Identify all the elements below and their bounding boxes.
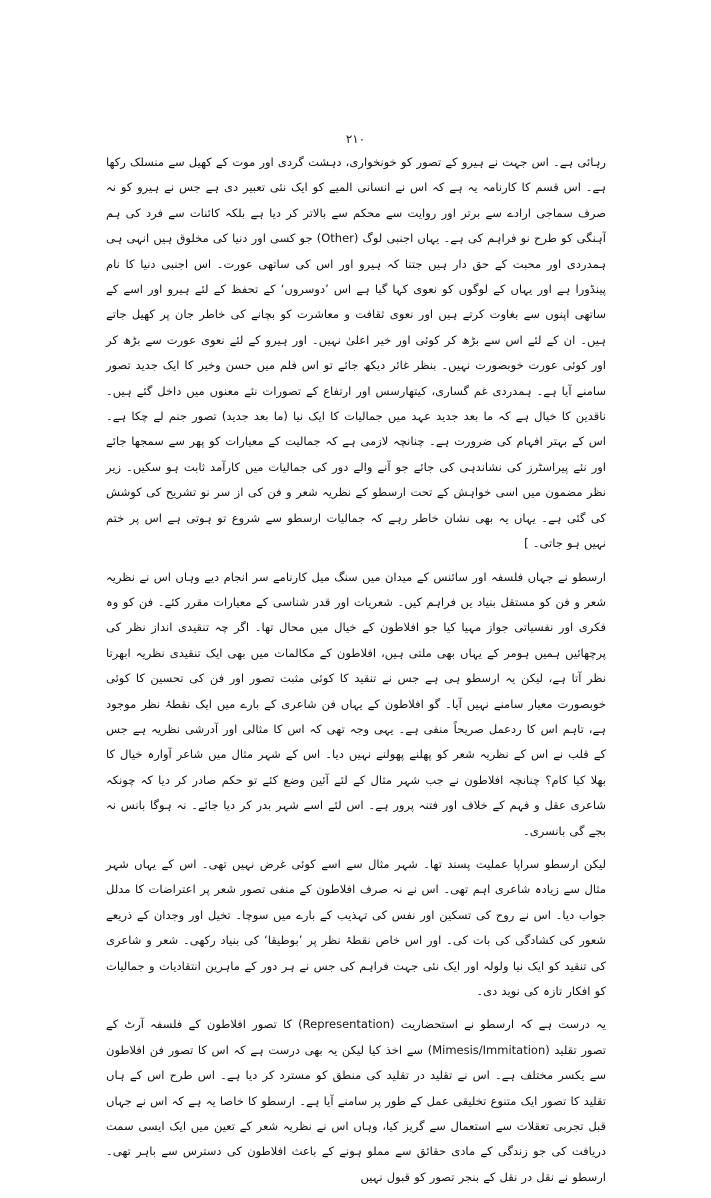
page-number: ۲۱۰ xyxy=(345,132,366,146)
paragraph-3: لیکن ارسطو سراپا عملیت پسند تھا۔ شہر مثال سے اسے کوئی غرض نہیں تھی۔ اس کے یہاں شہر مثال سے زیادہ شاعری اہم تھی۔ اس نے نہ صرف افلاطون کے منفی تصور شعر پر اعتراضات کا مدلل جواب دیا۔ اس نے روح کی تسکین اور نفس کی تہذیب کے بارے میں سوچا۔ تخیل اور وجدان کے ذریعے شعور کی کشادگی کی بات کی۔ اور اس خاص نقطۂ نظر پر ’بوطیقا‘ کی بنیاد رکھی۔ شعر و شاعری کی تنقید کو ایک نیا ولولہ اور ایک نئی جہت فراہم کی جس نے ہر دور کے ماہرین انتقادیات و جمالیات کو افکار تازہ کی نوید دی۔ xyxy=(106,856,606,998)
paragraph-2: ارسطو نے جہاں فلسفہ اور سائنس کے میدان میں سنگ میل کارنامے سر انجام دیے وہاں اس نے نظریہ شعر و فن کو مستقل بنیاد یں فراہم کیں۔ شعریات اور قدر شناسی کے معیارات مقرر کئے۔ فن کو وہ فکری اور نفسیاتی جواز مہیا کیا جو افلاطون کے خیال میں محال تھا۔ اگر چہ تنقیدی انداز نظر کی پرچھائیں ہمیں ہومر کے یہاں بھی ملتی ہیں، افلاطون کے مکالمات میں بھی ایک تنقیدی نظریہ ابھرتا نظر آتا ہے، لیکن یہ ارسطو ہی ہے جس نے تنقید کا کوئی مثبت تصور اور فن کی تحسین کا کوئی خوبصورت معیار سامنے نہیں آیا۔ گو افلاطون کے یہاں فن شاعری کے بارے میں ایک نقطۂ نظر موجود ہے، تاہم اس کا ردعمل صریحاً منفی ہے۔ یہی وجہ تھی کہ اس کا مثالی اور آدرشی نظریہ ہے جس کے قلب نے اس کے نظریہ شعر کو پھلنے پھولنے نہیں دیا۔ اس کے شہر مثال میں شاعر آوارہ خیال کا بھلا کیا کام؟ چنانچہ افلاطون نے جب شہر مثال کے لئے آئین وضع کئے تو حکم صادر کر دیا کہ چونکہ شاعری عقل و فہم کے خلاف اور فتنہ پرور ہے۔ اس لئے اسے شہر بدر کر دیا جائے۔ نہ ہوگا بانس نہ بجے گی بانسری۔ xyxy=(106,569,606,838)
paragraph-4: یہ درست ہے کہ ارسطو نے استحضاریت (Representation) کا تصور افلاطون کے فلسفہ آرٹ کے تصور تقلید (Mimesis/Immitation) سے اخذ کیا لیکن یہ بھی درست ہے کہ اس کا تصور فن افلاطون سے یکسر مختلف ہے۔ اس نے تقلید در تقلید کی منطق کو مسترد کر دیا ہے۔ اس طرح اس کے ہاں تقلید کا تصور ایک متنوع تخلیقی عمل کے طور پر سامنے آیا ہے۔ ارسطو کا خاصا یہ ہے کہ اس نے جہاں قبل تجربی تعقلات سے استعمال سے گریز کیا، وہاں اس نے نظریہ شعر کے تعین میں ایک ایسی سمت دریافت کی جو زندگی کے مادی حقائق سے مملو ہونے کے باعث افلاطون کی دسترس سے باہر تھی۔ ارسطو نے نقل در نقل کے بنجر تصور کو قبول نہیں xyxy=(106,1017,606,1184)
paragraph-1: رہائی ہے۔ اس جہت نے ہیرو کے تصور کو خونخواری، دہشت گردی اور موت کے کھیل سے منسلک رکھا ہے۔ اس قسم کا کارنامہ یہ ہے کہ اس نے انسانی المیے کو ایک نئی تعبیر دی ہے جس نے ہیرو کو نہ صرف سماجی ارادے سے برتر اور روایت سے محکم سے بالاتر کر دیا ہے بلکہ کائنات سے فرد کی ہم آہنگی کو طرح نو فراہم کی ہے۔ یہاں اجنبی لوگ (Other) جو کسی اور دنیا کی مخلوق ہیں انہی ہی ہمدردی اور محبت کے حق دار ہیں جتنا کہ ہیرو اور اس کی ساتھی عورت۔ اس اجنبی دنیا کا نام پینڈورا ہے اور یہاں کے لوگوں کو نعوی کہا گیا ہے اس ’دوسروں‘ کے تحفظ کے لئے ہیرو اور اسے کے ساتھی اپنوں سے بغاوت کرتے ہیں اور نعوی ثقافت و معاشرت کو بچانے کی خاطر جان پر کھیل جاتے ہیں۔ ان کے لئے اس سے بڑھ کر کوئی اور خیر اعلیٰ نہیں۔ اور ہیرو کے لئے نعوی عورت سے بڑھ کر اور کوئی عورت خوبصورت نہیں۔ بنظر غائر دیکھ جائے تو اس فلم میں حسن وخیر کا ایک جدید تصور سامنے آیا ہے۔ ہمدردی غم گساری، کیتھارسس اور ارتفاع کے تصورات نئے معنوں میں داخل گئے ہیں۔ ناقدین کا خیال ہے کہ ما بعد جدید عہد میں جمالیات کا ایک نیا (ما بعد جدید) تصور جنم لے چکا ہے۔ اس کے بہتر افہام کی ضرورت ہے۔ چنانچہ لازمی ہے کہ جمالیت کے معیارات کو پھر سے سمجھا جائے اور نئے پیراسٹرز کی نشاندہی کی جائے جو آنے والے دور کی جمالیات میں کارآمد ثابت ہو سکیں۔ زیر نظر مضمون میں اسی خواہش کے تحت ارسطو کے نظریہ شعر و فن کی از سر نو تشریح کی کوشش کی گئی ہے۔ یہاں یہ بھی نشان خاطر رہے کہ جمالیات ارسطو سے شروع تو ہوتی ہے اس پر ختم نہیں ہو جاتی۔ ] xyxy=(106,155,606,551)
body-text xyxy=(106,150,606,1198)
